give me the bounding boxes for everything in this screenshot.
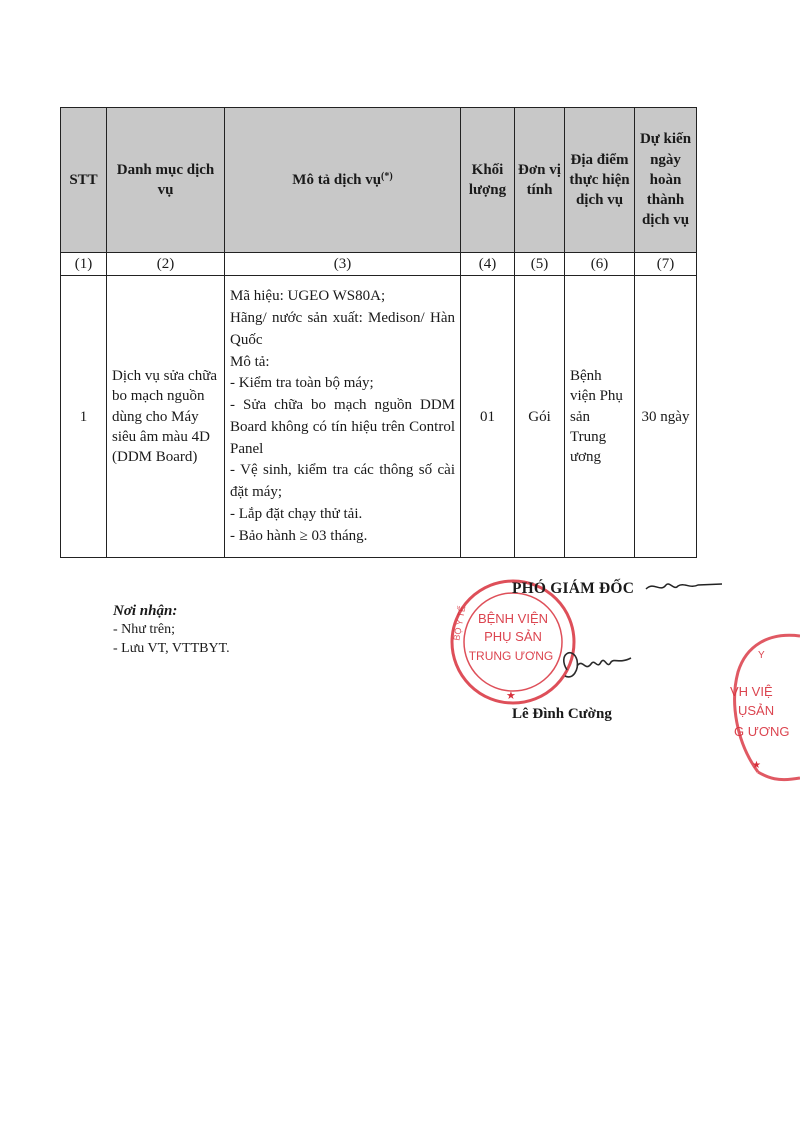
description-line: - Bảo hành ≥ 03 tháng. <box>230 527 368 544</box>
row-description <box>225 276 461 558</box>
col-number: (7) <box>635 253 697 276</box>
description-line: - Vệ sinh, kiểm tra các thông số cài đặt máy; <box>230 462 455 500</box>
description-line: Mã hiệu: UGEO WS80A; <box>230 288 386 305</box>
table-row <box>61 276 697 558</box>
header-description <box>225 108 461 253</box>
header-footnote-mark: (*) <box>381 170 393 182</box>
recipient-item: - Như trên; <box>113 622 176 638</box>
stamp-star-icon: ★ <box>506 689 516 702</box>
header-service-label: Danh mục dịch vụ <box>116 161 215 198</box>
handwritten-signature-icon <box>555 640 635 690</box>
partial-stamp-line: G ƯƠNG <box>734 724 790 739</box>
header-service <box>107 108 225 253</box>
row-quantity: 01 <box>461 276 515 558</box>
header-row <box>61 108 697 253</box>
initial-mark-icon <box>644 577 724 599</box>
col-number: (3) <box>225 253 461 276</box>
partial-stamp <box>728 632 800 782</box>
partial-stamp-line: ỤSẢN <box>738 703 775 718</box>
recipients-block <box>113 601 230 659</box>
stamp-line: BỆNH VIỆN <box>477 611 549 626</box>
col-number: (4) <box>461 253 515 276</box>
signer-name: Lê Đình Cường <box>512 706 612 722</box>
description-line: - Sửa chữa bo mạch nguồn DDM Board không có tín hiệu trên Control Panel <box>230 397 455 457</box>
header-quantity: Khối lượng <box>461 108 515 253</box>
services-table <box>60 107 697 558</box>
description-line: Hãng/ nước sản xuất: Medison/ Hàn Quốc <box>230 310 455 348</box>
description-line: Mô tả: <box>230 353 270 370</box>
row-unit: Gói <box>515 276 565 558</box>
stamp-star-icon: ★ <box>752 760 761 771</box>
col-number: (2) <box>107 253 225 276</box>
row-stt: 1 <box>61 276 107 558</box>
header-unit: Đơn vị tính <box>515 108 565 253</box>
header-stt: STT <box>61 108 107 253</box>
col-number: (6) <box>565 253 635 276</box>
row-duration: 30 ngày <box>635 276 697 558</box>
header-duration: Dự kiến ngày hoàn thành dịch vụ <box>635 108 697 253</box>
row-service: Dịch vụ sửa chữa bo mạch nguồn dùng cho Máy siêu âm màu 4D (DDM Board) <box>107 276 225 558</box>
col-number: (5) <box>515 253 565 276</box>
recipients-title: Nơi nhận: <box>113 603 178 619</box>
stamp-line: TRUNG ƯƠNG <box>468 649 554 663</box>
column-number-row <box>61 253 697 276</box>
description-line: - Lắp đặt chạy thử tải. <box>230 505 363 522</box>
description-line: - Kiểm tra toàn bộ máy; <box>230 375 374 392</box>
signature-title: PHÓ GIÁM ĐỐC <box>512 580 635 597</box>
svg-text:Y: Y <box>758 650 765 661</box>
partial-stamp-line: VH VIỆ <box>730 684 773 699</box>
recipient-item: - Lưu VT, VTTBYT. <box>113 641 230 657</box>
header-description-label: Mô tả dịch vụ <box>292 171 382 188</box>
row-location: Bệnh viện Phụ sản Trung ương <box>565 276 635 558</box>
header-location: Địa điểm thực hiện dịch vụ <box>565 108 635 253</box>
col-number: (1) <box>61 253 107 276</box>
stamp-line: PHỤ SẢN <box>484 629 542 644</box>
stamp-ring-text: BỘ Y TẾ <box>451 605 468 642</box>
